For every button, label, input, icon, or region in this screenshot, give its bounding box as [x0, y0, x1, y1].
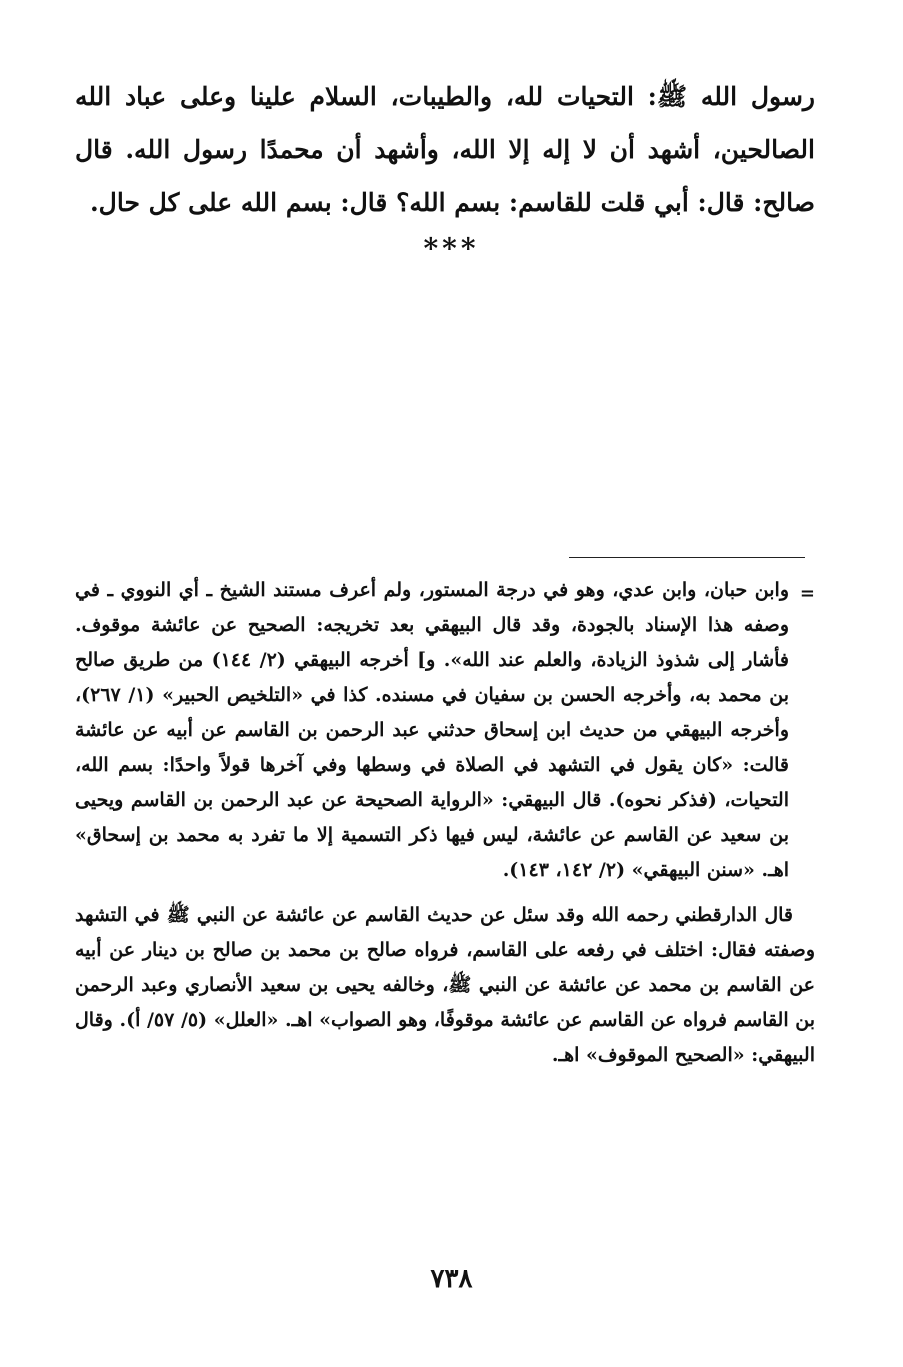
- footnotes-block: [75, 573, 815, 1073]
- section-separator-stars: ***: [423, 232, 480, 265]
- footnote-continuation-mark: =: [799, 583, 815, 604]
- page-number: ٧٣٨: [430, 1264, 473, 1294]
- footnote-paragraph-2: قال الدارقطني رحمه الله وقد سئل عن حديث القاسم عن عائشة عن النبي ﷺ في التشهد وصفته فقال: اختلف في رفعه على القاسم، فرواه صالح بن محمد بن صالح بن دينار عن أبيه عن القاسم بن محمد عن عائشة عن النبي ﷺ، وخالفه يحيى بن سعيد الأنصاري وعبد الرحمن بن القاسم فرواه عن القاسم عن عائشة موقوفًا، وهو الصواب» اهـ. «العلل» (٥/ ٥٧/ أ). وقال البيهقي: «الصحيح الموقوف» اهـ.: [75, 904, 816, 1066]
- main-paragraph: رسول الله ﷺ: التحيات لله، والطيبات، السلام علينا وعلى عباد الله الصالحين، أشهد أن لا إله إلا الله، وأشهد أن محمدًا رسول الله. قال صالح: قال: أبي قلت للقاسم: بسم الله؟ قال: بسم الله على كل حال.: [75, 82, 815, 217]
- main-text-block: [75, 70, 815, 229]
- footnote-divider: [569, 557, 805, 558]
- footnote-paragraph-1: وابن حبان، وابن عدي، وهو في درجة المستور، ولم أعرف مستند الشيخ ـ أي النووي ـ في وصفه هذا الإسناد بالجودة، وقد قال البيهقي بعد تخريجه: الصحيح عن عائشة موقوف. فأشار إلى شذوذ الزيادة، والعلم عند الله». و] أخرجه البيهقي (٢/ ١٤٤) من طريق صالح بن محمد به، وأخرجه الحسن بن سفيان في مسنده. كذا في «التلخيص الحبير» (١/ ٢٦٧)، وأخرجه البيهقي من حديث ابن إسحاق حدثني عبد الرحمن بن القاسم عن أبيه عن عائشة قالت: «كان يقول في التشهد في الصلاة في وسطها وفي آخرها قولاً واحدًا: بسم الله، التحيات، (فذكر نحوه). قال البيهقي: «الرواية الصحيحة عن عبد الرحمن بن القاسم ويحيى بن سعيد عن القاسم عن عائشة، ليس فيها ذكر التسمية إلا ما تفرد به محمد بن إسحاق» اهـ. «سنن البيهقي» (٢/ ١٤٢، ١٤٣).: [75, 579, 789, 881]
